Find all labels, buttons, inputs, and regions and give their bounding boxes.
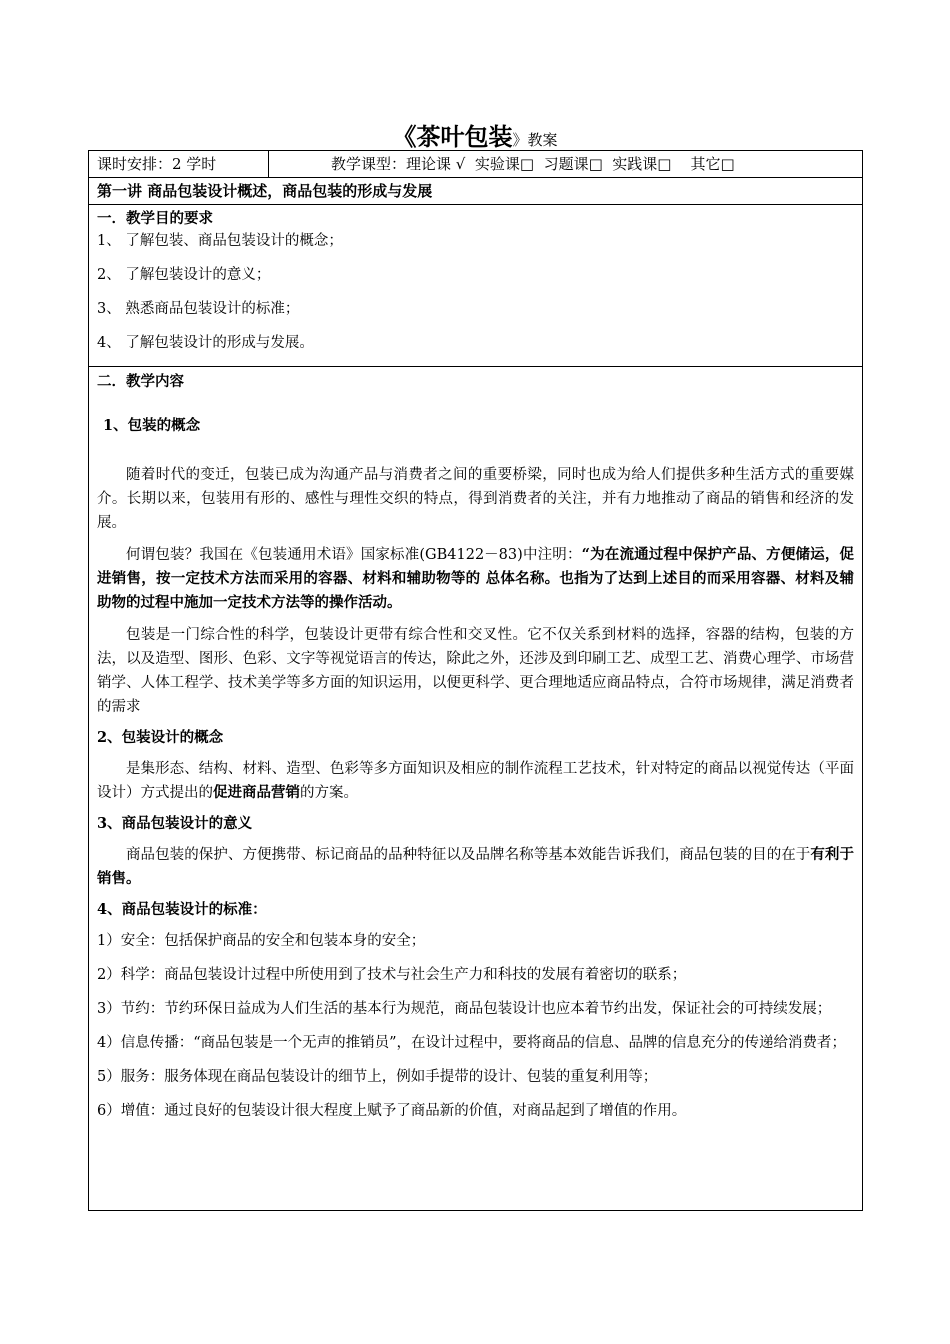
standard-item: 4）信息传播：“商品包装是一个无声的推销员”，在设计过程中，要将商品的信息、品牌的信息充分的传递给消费者；	[97, 1035, 847, 1051]
section-2-paragraph	[97, 757, 854, 805]
standard-item: 3）节约：节约环保日益成为人们生活的基本行为规范，商品包装设计也应本着节约出发，保证社会的可持续发展；	[97, 1001, 832, 1017]
definition-intro: 何谓包装？我国在《包装通用术语》国家标准(GB4122－83)中注明：	[126, 547, 582, 563]
section-1-paragraph-2	[97, 543, 854, 615]
standard-item: 6）增值：通过良好的包装设计很大程度上赋予了商品新的价值，对商品起到了增值的作用。	[97, 1103, 687, 1119]
section-1-title: 1、包装的概念	[103, 417, 201, 434]
title-main: 《茶叶包装	[392, 122, 513, 151]
section-3-paragraph	[97, 843, 854, 891]
lecture-title: 第一讲 商品包装设计概述，商品包装的形成与发展	[89, 178, 862, 205]
title-close: 》	[512, 131, 528, 149]
section-2-text-end: 的方案。	[300, 785, 358, 801]
objective-item: 1、 了解包装、商品包装设计的概念；	[97, 233, 343, 249]
header-row	[89, 151, 862, 178]
objective-item: 3、 熟悉商品包装设计的标准；	[97, 301, 300, 317]
section-2-text: 是集形态、结构、材料、造型、色彩等多方面知识及相应的制作流程工艺技术，针对特定的商品以视觉传达（平面设计）方式提出的	[97, 761, 854, 801]
content-heading: 二．教学内容	[97, 373, 184, 390]
content-section	[89, 367, 862, 1210]
objectives-section	[89, 205, 862, 367]
lesson-plan-table	[88, 150, 863, 1211]
definition-quote: “为在流通过程中保护产品、方便储运，促进销售，按一定技术方法而采用的容器、材料和辅助物等的 总体名称。也指为了达到上述目的而采用容器、材料及辅助物的过程中施加一定技术方法等的操作活动。	[97, 546, 854, 611]
standard-item: 2）科学：商品包装设计过程中所使用到了技术与社会生产力和科技的发展有着密切的联系；	[97, 967, 687, 983]
standard-item: 5）服务：服务体现在商品包装设计的细节上，例如手提带的设计、包装的重复利用等；	[97, 1069, 658, 1085]
section-2-emphasis: 促进商品营销	[213, 784, 300, 801]
course-type-cell: 教学课型：理论课 √ 实验课□ 习题课□ 实践课□ 其它□	[331, 155, 735, 173]
section-1-paragraph-3: 包装是一门综合性的科学，包装设计更带有综合性和交叉性。它不仅关系到材料的选择，容器的结构，包装的方法，以及造型、图形、色彩、文字等视觉语言的传达，除此之外，还涉及到印刷工艺、成型工艺、消费心理学、市场营销学、人体工程学、技术美学等多方面的知识运用，以便更科学、更合理地适应商品特点，合符市场规律，满足消费者的需求	[97, 627, 854, 715]
section-2-title: 2、包装设计的概念	[97, 729, 224, 746]
title-suffix: 教案	[527, 131, 558, 149]
section-3-text: 商品包装的保护、方便携带、标记商品的品种特征以及品牌名称等基本效能告诉我们，商品包装的目的在于	[126, 847, 811, 863]
class-hours-cell: 课时安排：2 学时	[89, 151, 269, 177]
standard-item: 1）安全：包括保护商品的安全和包装本身的安全；	[97, 933, 426, 949]
section-4-title: 4、商品包装设计的标准：	[97, 901, 267, 918]
section-3-emphasis: 有利于销售。	[97, 846, 854, 887]
objectives-heading: 一．教学目的要求	[97, 210, 213, 227]
objective-item: 2、 了解包装设计的意义；	[97, 267, 271, 283]
section-1-paragraph-1: 随着时代的变迁，包装已成为沟通产品与消费者之间的重要桥梁，同时也成为给人们提供多种生活方式的重要媒介。长期以来，包装用有形的、感性与理性交织的特点，得到消费者的关注，并有力地推动了商品的销售和经济的发展。	[97, 467, 854, 531]
objective-item: 4、 了解包装设计的形成与发展。	[97, 335, 314, 351]
section-3-title: 3、商品包装设计的意义	[97, 815, 253, 832]
